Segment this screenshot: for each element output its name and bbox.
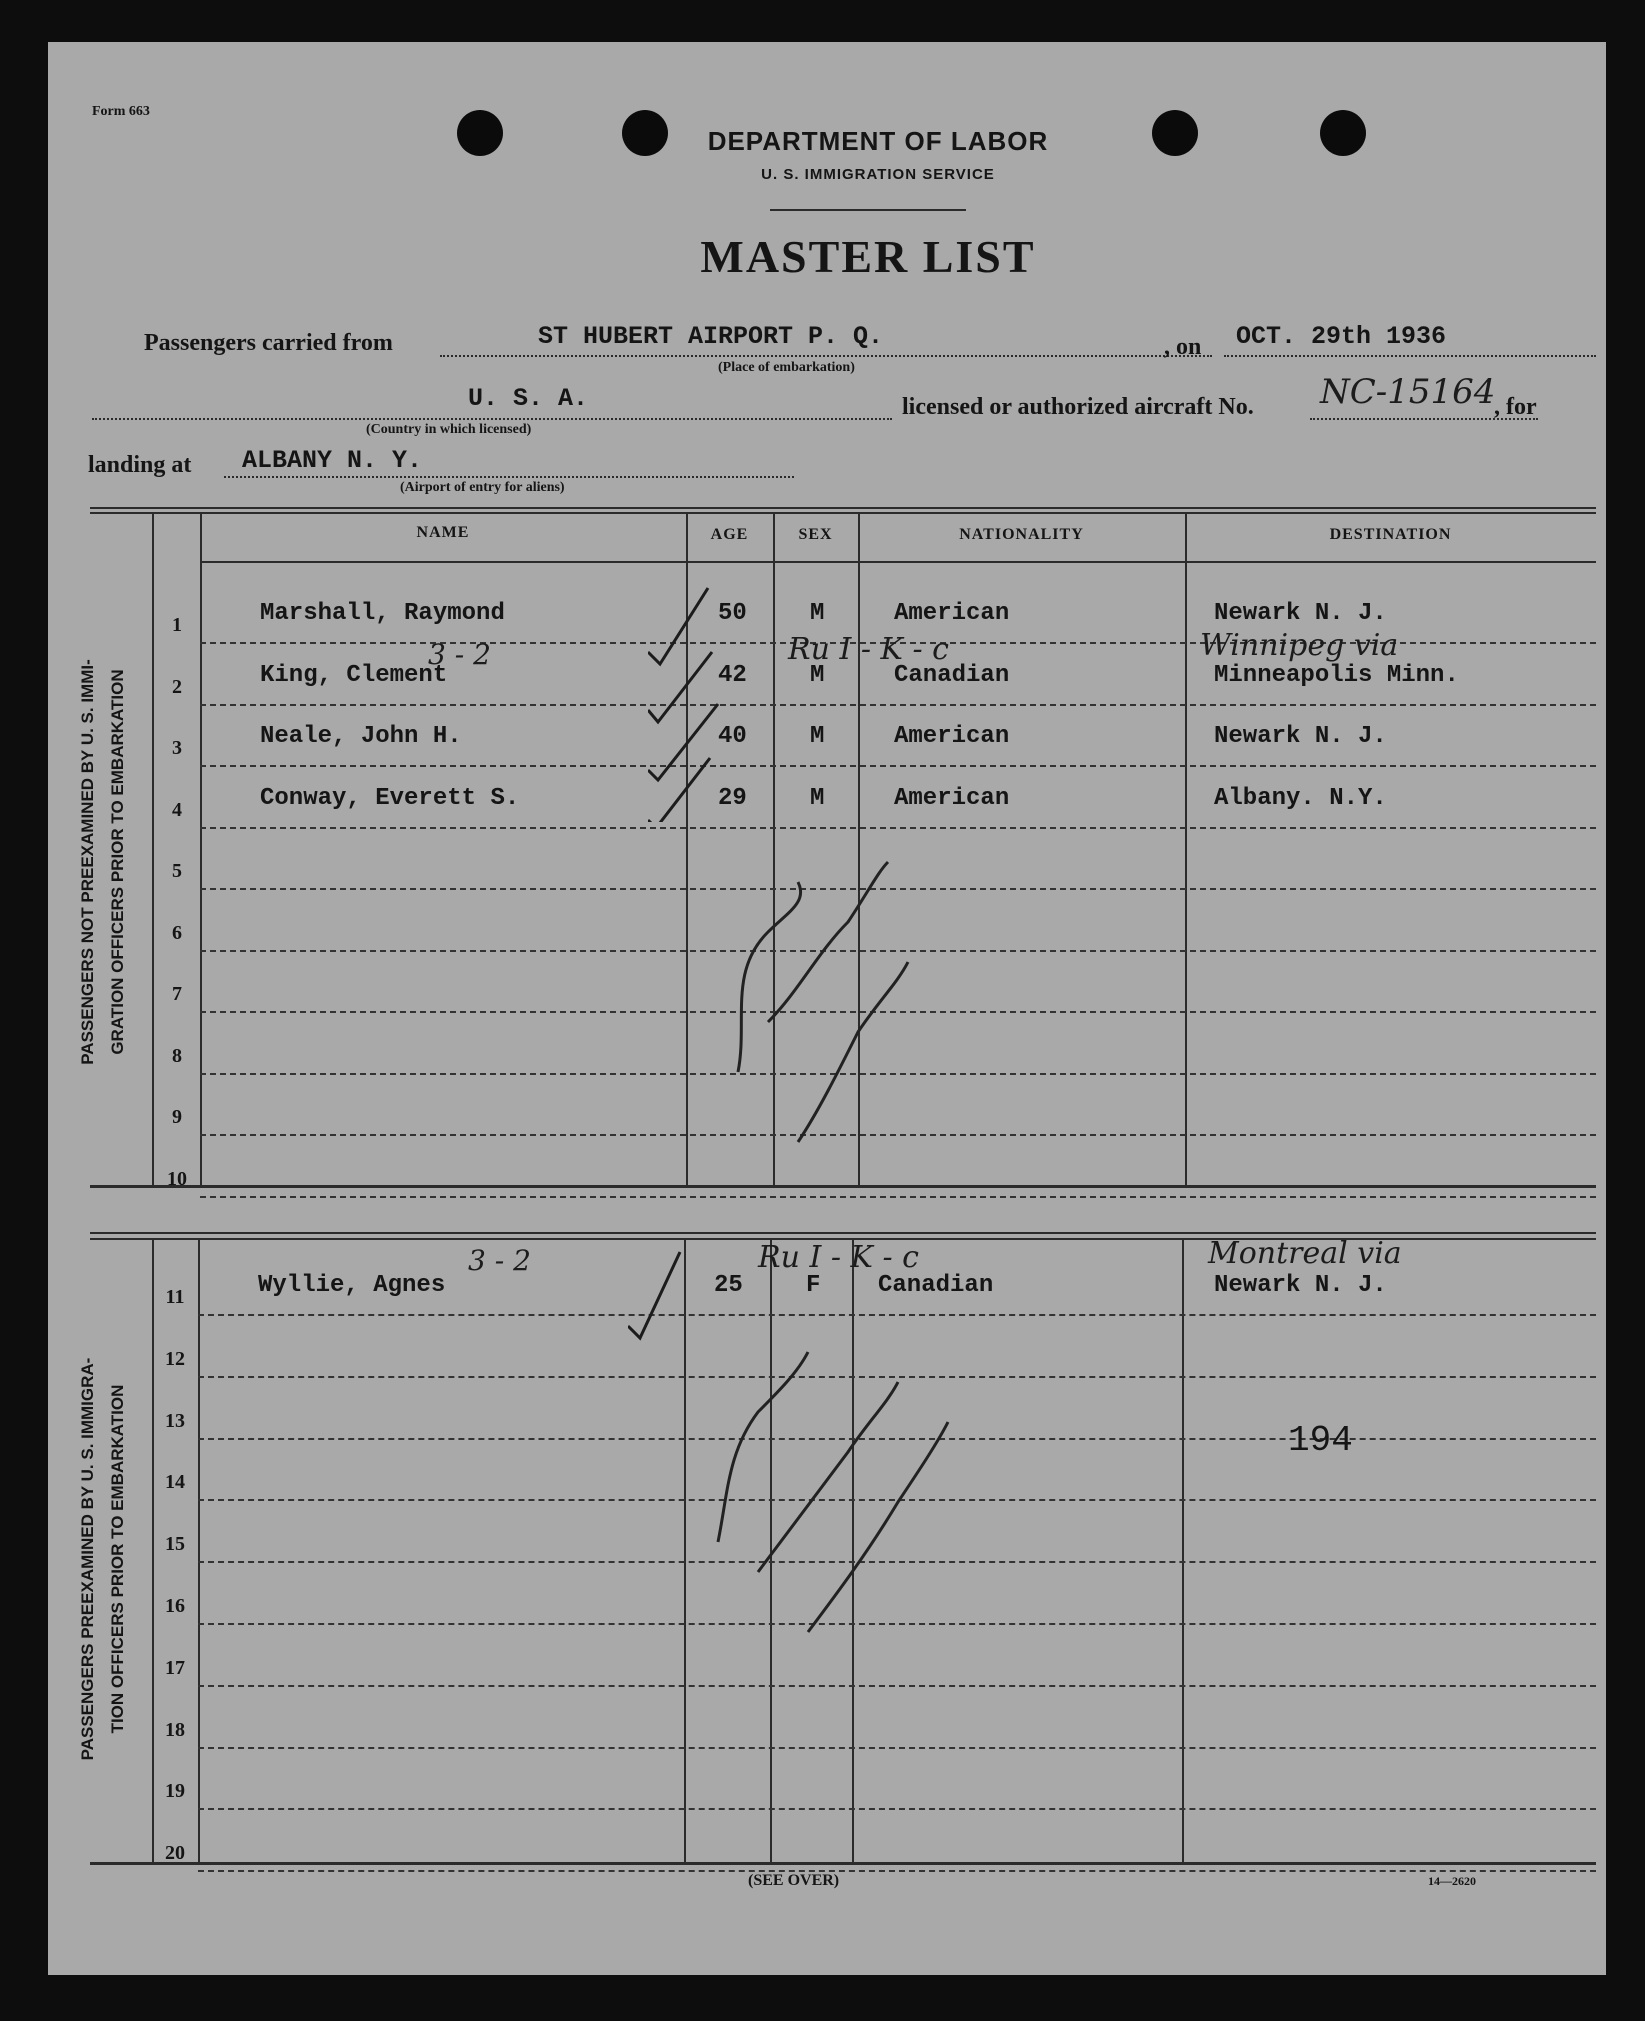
row-number: 2 [172, 675, 182, 698]
column-divider [152, 512, 154, 1186]
aircraft-number: NC-15164 [1320, 372, 1496, 412]
name-cell: Wyllie, Agnes [258, 1272, 446, 1299]
inspector-signature [698, 1332, 958, 1652]
punch-hole [457, 110, 503, 156]
country-caption: (Country in which licensed) [366, 422, 532, 437]
airport-caption: (Airport of entry for aliens) [400, 480, 565, 495]
row-number: 15 [165, 1533, 185, 1556]
row-rule [200, 704, 1596, 706]
row-number: 11 [165, 1286, 185, 1308]
column-header-nationality: NATIONALITY [959, 526, 1084, 543]
dotted-rule [440, 355, 1212, 357]
handwritten-code: 3 - 2 [428, 638, 491, 671]
check-mark [648, 588, 708, 664]
row-rule [198, 1685, 1596, 1687]
on-label: , on [1164, 334, 1202, 360]
see-over-note: (SEE OVER) [748, 1872, 840, 1889]
nationality-cell: American [894, 723, 1010, 750]
row-number: 20 [165, 1842, 185, 1865]
place-caption: (Place of embarkation) [718, 360, 855, 375]
punch-hole [1152, 110, 1198, 156]
column-header-destination: DESTINATION [1329, 526, 1452, 543]
name-cell: Marshall, Raymond [260, 600, 505, 627]
form-code: 14—2620 [1428, 1874, 1476, 1888]
nationality-cell: Canadian [878, 1272, 994, 1299]
row-number: 4 [172, 798, 182, 821]
age-cell: 40 [718, 723, 747, 750]
header-bottom-rule [200, 561, 1596, 563]
signature-stroke [718, 1352, 948, 1632]
destination-cell: Newark N. J. [1214, 600, 1387, 627]
section1-label-text: PASSENGERS NOT PREEXAMINED BY U. S. IMMI- GRATION OFFICERS PRIOR TO EMBARKATION [78, 659, 127, 1065]
age-cell: 42 [718, 661, 747, 689]
place-of-embarkation: ST HUBERT AIRPORT P. Q. [538, 322, 884, 351]
title-rule [770, 209, 966, 211]
column-divider [1182, 1238, 1184, 1864]
form-sheet [48, 42, 1606, 1975]
section2-label-text: PASSENGERS PREEXAMINED BY U. S. IMMIGRA- TION OFFICERS PRIOR TO EMBARKATION [78, 1357, 127, 1761]
handwritten-destination: Montreal via [1208, 1236, 1402, 1271]
form-number: Form 663 [92, 104, 150, 119]
section1-label [73, 622, 143, 1102]
sex-cell: M [810, 784, 825, 812]
sex-cell: F [806, 1272, 821, 1299]
row-number: 6 [172, 921, 182, 944]
check-mark [628, 1252, 680, 1338]
nationality-cell: Canadian [894, 661, 1010, 689]
row-number: 9 [172, 1106, 182, 1128]
destination-cell: Newark N. J. [1214, 723, 1387, 750]
sex-cell: M [810, 600, 825, 627]
table2-top-rule [90, 1232, 1596, 1234]
row-number: 8 [172, 1044, 182, 1067]
landing-label: landing at [88, 452, 192, 478]
handwritten-destination: Winnipeg via [1200, 628, 1399, 663]
row-number: 17 [165, 1656, 185, 1679]
row-number: 13 [165, 1409, 185, 1432]
row-rule [200, 765, 1596, 767]
dotted-rule [1224, 355, 1596, 357]
name-cell: Conway, Everett S. [260, 784, 520, 812]
destination-cell: Albany. N.Y. [1214, 784, 1387, 812]
airport-of-entry: ALBANY N. Y. [242, 446, 423, 475]
handwritten-ru: Ru I - K - c [758, 1240, 919, 1275]
stamp-number: 194 [1288, 1420, 1353, 1461]
page-title: MASTER LIST [700, 231, 1036, 282]
check-mark [648, 758, 710, 822]
row-rule [198, 1747, 1596, 1749]
country-field: U. S. A. [468, 384, 589, 413]
column-header-name: NAME [416, 524, 470, 541]
row-number: 5 [172, 860, 182, 882]
dotted-rule [224, 476, 794, 478]
row-number: 7 [172, 983, 182, 1005]
row-rule [198, 1870, 1596, 1872]
row-rule [198, 1314, 1596, 1316]
age-cell: 50 [718, 600, 747, 627]
row-number: 1 [172, 614, 182, 636]
handwritten-ru: Ru I - K - c [788, 632, 949, 667]
check-marks [648, 582, 728, 822]
row-number: 12 [165, 1347, 185, 1370]
row-rule [198, 1808, 1596, 1810]
handwritten-code: 3 - 2 [468, 1244, 531, 1277]
row-number: 10 [167, 1167, 187, 1190]
column-header-age: AGE [710, 526, 749, 543]
age-cell: 25 [714, 1272, 743, 1299]
inspector-signature [708, 822, 928, 1162]
column-divider [1185, 512, 1187, 1186]
dotted-rule [92, 418, 892, 420]
carried-from-label: Passengers carried from [144, 330, 393, 356]
destination-cell: Minneapolis Minn. [1214, 661, 1459, 689]
service-title: U. S. IMMIGRATION SERVICE [761, 166, 995, 183]
table-bottom-rule [90, 1185, 1596, 1188]
for-label: , for [1494, 394, 1537, 420]
date-field: OCT. 29th 1936 [1236, 322, 1447, 351]
row-number: 19 [165, 1780, 185, 1803]
row-number: 18 [165, 1718, 185, 1741]
check-mark [648, 704, 718, 780]
table-top-rule [90, 507, 1596, 509]
punch-hole [1320, 110, 1366, 156]
age-cell: 29 [718, 784, 747, 812]
table2-bottom-rule [90, 1862, 1596, 1865]
nationality-cell: American [894, 600, 1010, 627]
column-header-sex: SEX [798, 526, 833, 543]
signature-stroke [738, 862, 908, 1142]
aircraft-label: licensed or authorized aircraft No. [902, 394, 1254, 420]
section2-label [73, 1319, 143, 1799]
name-cell: Neale, John H. [260, 723, 462, 750]
check-mark-row11 [628, 1242, 688, 1352]
column-divider [200, 512, 202, 1186]
row-rule [200, 1196, 1596, 1198]
column-divider [198, 1238, 200, 1864]
row-number: 16 [165, 1595, 185, 1617]
row-number: 14 [165, 1471, 185, 1494]
sex-cell: M [810, 661, 825, 689]
column-divider [152, 1238, 154, 1864]
destination-cell: Newark N. J. [1214, 1272, 1387, 1299]
nationality-cell: American [894, 784, 1010, 812]
sex-cell: M [810, 723, 825, 750]
row-number: 3 [172, 737, 182, 759]
name-cell: King, Clement [260, 661, 448, 689]
department-title: DEPARTMENT OF LABOR [707, 126, 1049, 156]
table-top-rule [90, 512, 1596, 514]
